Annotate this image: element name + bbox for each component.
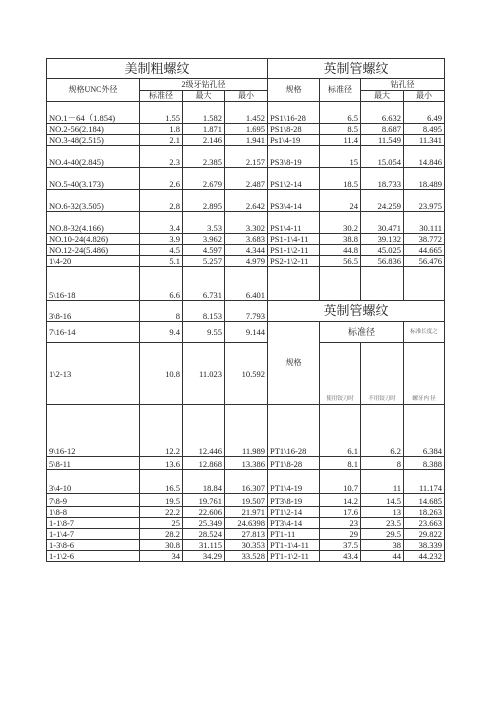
left-max-cell: 2.146 bbox=[183, 135, 225, 146]
rb-sub-minor: 螺牙内 径 bbox=[404, 343, 445, 405]
left-std-cell: 25 bbox=[140, 518, 183, 529]
empty-cell bbox=[320, 267, 361, 301]
rb-noreamer-cell: 11 bbox=[361, 470, 404, 494]
rt-std-cell: 8.5 bbox=[320, 124, 361, 135]
table-row bbox=[47, 212, 445, 234]
left-min-cell: 2.642 bbox=[225, 190, 268, 212]
left-spec-cell: NO.5-40(3.173) bbox=[47, 168, 140, 190]
table-row bbox=[47, 301, 445, 322]
rt-spec-cell: PS3\4-14 bbox=[268, 190, 320, 212]
left-drill-header: 2级牙钻孔径 bbox=[140, 79, 268, 91]
left-spec-cell: 1-1\4-7 bbox=[47, 529, 140, 540]
rt-min-cell: 18.489 bbox=[404, 168, 445, 190]
rt-std-cell: 6.5 bbox=[320, 102, 361, 124]
left-min-cell: 4.979 bbox=[225, 256, 268, 267]
rb-minor-cell: 6.384 bbox=[404, 405, 445, 457]
rt-spec-cell: PS1\4-11 bbox=[268, 212, 320, 234]
rt-min-cell: 38.772 bbox=[404, 234, 445, 245]
rb-minor-cell: 14.685 bbox=[404, 494, 445, 507]
left-std-cell: 2.1 bbox=[140, 135, 183, 146]
rb-spec-header: 规格 bbox=[268, 322, 320, 405]
rt-std-header: 标准径 bbox=[320, 79, 361, 102]
rb-minor-cell: 8.388 bbox=[404, 457, 445, 470]
left-min-cell: 27.813 bbox=[225, 529, 268, 540]
rb-sub-noreamer: 不用铰刀时 bbox=[361, 343, 404, 405]
rt-spec-cell: PS1\16-28 bbox=[268, 102, 320, 124]
table-row bbox=[47, 551, 445, 562]
rb-spec-cell: PT3\4-14 bbox=[268, 518, 320, 529]
rb-reamer-cell: 8.1 bbox=[320, 457, 361, 470]
left-max-cell: 1.871 bbox=[183, 124, 225, 135]
rt-spec-cell: PS1-1\4-11 bbox=[268, 234, 320, 245]
rt-spec-cell: PS1-1\2-11 bbox=[268, 245, 320, 256]
rt-std-cell: 44.8 bbox=[320, 245, 361, 256]
rt-max-cell: 6.632 bbox=[361, 102, 404, 124]
left-spec-cell: 7\8-9 bbox=[47, 494, 140, 507]
left-spec-cell: 3\4-10 bbox=[47, 470, 140, 494]
left-max-cell: 8.153 bbox=[183, 301, 225, 322]
rb-noreamer-cell: 23.5 bbox=[361, 518, 404, 529]
left-min-cell: 2.157 bbox=[225, 146, 268, 168]
left-min-cell: 2.487 bbox=[225, 168, 268, 190]
left-min-cell: 30.353 bbox=[225, 540, 268, 551]
rb-spec-cell: PT1\8-28 bbox=[268, 457, 320, 470]
rb-reamer-cell: 14.2 bbox=[320, 494, 361, 507]
left-spec-cell: 3\8-16 bbox=[47, 301, 140, 322]
rt-std-cell: 15 bbox=[320, 146, 361, 168]
rt-std-cell: 30.2 bbox=[320, 212, 361, 234]
rb-minor-cell: 38.339 bbox=[404, 540, 445, 551]
left-max-cell: 31.115 bbox=[183, 540, 225, 551]
left-min-cell: 3.302 bbox=[225, 212, 268, 234]
left-spec-cell: NO.8-32(4.166) bbox=[47, 212, 140, 234]
table-row bbox=[47, 470, 445, 494]
rb-noreamer-cell: 14.5 bbox=[361, 494, 404, 507]
left-std-cell: 13.6 bbox=[140, 457, 183, 470]
left-std-cell: 1.55 bbox=[140, 102, 183, 124]
left-min-cell: 9.144 bbox=[225, 322, 268, 343]
left-min-cell: 33.528 bbox=[225, 551, 268, 562]
left-max-cell: 12.868 bbox=[183, 457, 225, 470]
left-max-cell: 5.257 bbox=[183, 256, 225, 267]
left-min-cell: 11.989 bbox=[225, 405, 268, 457]
rt-max-cell: 45.025 bbox=[361, 245, 404, 256]
rt-std-cell: 18.5 bbox=[320, 168, 361, 190]
left-std-cell: 8 bbox=[140, 301, 183, 322]
rt-std-cell: 56.5 bbox=[320, 256, 361, 267]
left-max-cell: 25.349 bbox=[183, 518, 225, 529]
left-min-cell: 6.401 bbox=[225, 267, 268, 301]
table-row bbox=[47, 124, 445, 135]
rt-max-cell: 15.054 bbox=[361, 146, 404, 168]
left-spec-cell: NO.6-32(3.505) bbox=[47, 190, 140, 212]
rb-spec-cell: PT1-1\4-11 bbox=[268, 540, 320, 551]
rb-spec-cell: PT1\2-14 bbox=[268, 507, 320, 518]
left-std-cell: 19.5 bbox=[140, 494, 183, 507]
rt-std-cell: 38.8 bbox=[320, 234, 361, 245]
left-max-cell: 2.679 bbox=[183, 168, 225, 190]
left-std-cell: 30.8 bbox=[140, 540, 183, 551]
rb-noreamer-cell: 13 bbox=[361, 507, 404, 518]
rt-max-cell: 11.549 bbox=[361, 135, 404, 146]
table-row bbox=[47, 102, 445, 124]
table-row bbox=[47, 518, 445, 529]
left-min-cell: 7.793 bbox=[225, 301, 268, 322]
left-subheader: 最大 bbox=[183, 91, 225, 102]
left-subheader: 标准径 bbox=[140, 91, 183, 102]
left-min-cell: 3.683 bbox=[225, 234, 268, 245]
left-section-title: 美制粗螺纹 bbox=[47, 59, 268, 79]
left-spec-cell: 1\2-13 bbox=[47, 343, 140, 405]
rt-spec-cell: PS1\2-14 bbox=[268, 168, 320, 190]
left-max-cell: 4.597 bbox=[183, 245, 225, 256]
rt-min-cell: 11.341 bbox=[404, 135, 445, 146]
rb-noreamer-cell: 6.2 bbox=[361, 405, 404, 457]
left-std-cell: 4.5 bbox=[140, 245, 183, 256]
left-min-cell: 4.344 bbox=[225, 245, 268, 256]
table-body bbox=[47, 59, 445, 562]
rt-drill-header: 钻孔径 bbox=[361, 79, 445, 91]
table-row bbox=[47, 343, 445, 405]
rt-max-cell: 30.471 bbox=[361, 212, 404, 234]
rt-min-cell: 30.111 bbox=[404, 212, 445, 234]
rt-subheader: 最小 bbox=[404, 91, 445, 102]
left-max-cell: 3.962 bbox=[183, 234, 225, 245]
left-max-cell: 2.385 bbox=[183, 146, 225, 168]
rb-spec-cell: PT1-1\2-11 bbox=[268, 551, 320, 562]
right-bottom-section-title: 英制管螺纹 bbox=[268, 301, 445, 322]
left-spec-cell: NO.3-48(2.515) bbox=[47, 135, 140, 146]
left-max-cell: 3.53 bbox=[183, 212, 225, 234]
rb-minor-cell: 29.822 bbox=[404, 529, 445, 540]
rb-spec-cell: PT1\16-28 bbox=[268, 405, 320, 457]
empty-cell bbox=[361, 267, 404, 301]
left-spec-header: 规格UNC外径 bbox=[47, 79, 140, 102]
table-row bbox=[47, 267, 445, 301]
left-spec-cell: 1-1\8-7 bbox=[47, 518, 140, 529]
left-spec-cell: 1-3\8-6 bbox=[47, 540, 140, 551]
table-row bbox=[47, 540, 445, 551]
left-std-cell: 2.6 bbox=[140, 168, 183, 190]
rt-subheader: 最大 bbox=[361, 91, 404, 102]
rb-noreamer-cell: 38 bbox=[361, 540, 404, 551]
table-row bbox=[47, 494, 445, 507]
table-row bbox=[47, 405, 445, 457]
left-std-cell: 16.5 bbox=[140, 470, 183, 494]
left-max-cell: 9.55 bbox=[183, 322, 225, 343]
rb-minor-cell: 11.174 bbox=[404, 470, 445, 494]
rt-min-cell: 8.495 bbox=[404, 124, 445, 135]
left-std-cell: 34 bbox=[140, 551, 183, 562]
rb-noreamer-cell: 8 bbox=[361, 457, 404, 470]
right-top-section-title: 英制管螺纹 bbox=[268, 59, 445, 79]
left-std-cell: 5.1 bbox=[140, 256, 183, 267]
table-row bbox=[47, 234, 445, 245]
left-spec-cell: NO.4-40(2.845) bbox=[47, 146, 140, 168]
left-min-cell: 16.307 bbox=[225, 470, 268, 494]
rt-std-cell: 24 bbox=[320, 190, 361, 212]
rt-std-cell: 11.4 bbox=[320, 135, 361, 146]
rt-spec-cell: PS3\8-19 bbox=[268, 146, 320, 168]
left-std-cell: 6.6 bbox=[140, 267, 183, 301]
rb-reamer-cell: 6.1 bbox=[320, 405, 361, 457]
left-max-cell: 11.023 bbox=[183, 343, 225, 405]
left-spec-cell: NO.1－64（1.854) bbox=[47, 102, 140, 124]
left-max-cell: 2.895 bbox=[183, 190, 225, 212]
table-row bbox=[47, 507, 445, 518]
left-std-cell: 3.9 bbox=[140, 234, 183, 245]
left-min-cell: 10.592 bbox=[225, 343, 268, 405]
left-max-cell: 28.524 bbox=[183, 529, 225, 540]
rt-spec-cell: PS2-1\2-11 bbox=[268, 256, 320, 267]
table-row bbox=[47, 457, 445, 470]
left-spec-cell: NO.10-24(4.826) bbox=[47, 234, 140, 245]
rb-noreamer-cell: 44 bbox=[361, 551, 404, 562]
rt-max-cell: 24.259 bbox=[361, 190, 404, 212]
left-spec-cell: 1\8-8 bbox=[47, 507, 140, 518]
empty-cell bbox=[404, 267, 445, 301]
left-spec-cell: 7\16-14 bbox=[47, 322, 140, 343]
rb-noreamer-cell: 29.5 bbox=[361, 529, 404, 540]
table-row bbox=[47, 256, 445, 267]
left-min-cell: 19.507 bbox=[225, 494, 268, 507]
left-std-cell: 9.4 bbox=[140, 322, 183, 343]
left-spec-cell: 9\16-12 bbox=[47, 405, 140, 457]
rt-spec-header: 规格 bbox=[268, 79, 320, 102]
table-row bbox=[47, 135, 445, 146]
left-spec-cell: NO.2-56(2.184) bbox=[47, 124, 140, 135]
left-std-cell: 2.8 bbox=[140, 190, 183, 212]
table-row bbox=[47, 190, 445, 212]
rt-spec-cell: Ps1\4-19 bbox=[268, 135, 320, 146]
rt-min-cell: 14.846 bbox=[404, 146, 445, 168]
left-min-cell: 21.971 bbox=[225, 507, 268, 518]
thread-drill-table bbox=[46, 58, 445, 562]
left-spec-cell: 1-1\2-6 bbox=[47, 551, 140, 562]
left-spec-cell: 5\8-11 bbox=[47, 457, 140, 470]
rb-reamer-cell: 17.6 bbox=[320, 507, 361, 518]
left-max-cell: 19.761 bbox=[183, 494, 225, 507]
rb-reamer-cell: 43.4 bbox=[320, 551, 361, 562]
left-min-cell: 13.386 bbox=[225, 457, 268, 470]
rb-spec-cell: PT1\4-19 bbox=[268, 470, 320, 494]
left-std-cell: 12.2 bbox=[140, 405, 183, 457]
table-row bbox=[47, 79, 445, 91]
table-row bbox=[47, 59, 445, 79]
left-std-cell: 3.4 bbox=[140, 212, 183, 234]
rb-len-header: 标准长度之 bbox=[404, 322, 445, 343]
rb-sub-reamer: 使用铰刀时 bbox=[320, 343, 361, 405]
left-spec-cell: 1\4-20 bbox=[47, 256, 140, 267]
left-std-cell: 10.8 bbox=[140, 343, 183, 405]
table-row bbox=[47, 146, 445, 168]
rt-max-cell: 18.733 bbox=[361, 168, 404, 190]
rb-std-header: 标准径 bbox=[320, 322, 404, 343]
left-min-cell: 1.695 bbox=[225, 124, 268, 135]
rt-min-cell: 6.49 bbox=[404, 102, 445, 124]
left-min-cell: 24.6398 bbox=[225, 518, 268, 529]
left-max-cell: 22.606 bbox=[183, 507, 225, 518]
rt-max-cell: 8.687 bbox=[361, 124, 404, 135]
table-row bbox=[47, 245, 445, 256]
left-std-cell: 28.2 bbox=[140, 529, 183, 540]
left-std-cell: 22.2 bbox=[140, 507, 183, 518]
left-spec-cell: NO.12-24(5.486) bbox=[47, 245, 140, 256]
rb-minor-cell: 44.232 bbox=[404, 551, 445, 562]
rt-min-cell: 56.476 bbox=[404, 256, 445, 267]
rb-spec-cell: PT3\8-19 bbox=[268, 494, 320, 507]
table-row bbox=[47, 168, 445, 190]
empty-cell bbox=[268, 267, 320, 301]
rt-min-cell: 44.665 bbox=[404, 245, 445, 256]
left-std-cell: 2.3 bbox=[140, 146, 183, 168]
left-min-cell: 1.941 bbox=[225, 135, 268, 146]
left-spec-cell: 5\16-18 bbox=[47, 267, 140, 301]
rt-spec-cell: PS1\8-28 bbox=[268, 124, 320, 135]
rb-spec-cell: PT1-11 bbox=[268, 529, 320, 540]
left-max-cell: 34.29 bbox=[183, 551, 225, 562]
table-row bbox=[47, 322, 445, 343]
rb-minor-cell: 23.663 bbox=[404, 518, 445, 529]
rb-reamer-cell: 23 bbox=[320, 518, 361, 529]
rt-min-cell: 23.975 bbox=[404, 190, 445, 212]
rb-minor-cell: 18.263 bbox=[404, 507, 445, 518]
left-min-cell: 1.452 bbox=[225, 102, 268, 124]
left-max-cell: 6.731 bbox=[183, 267, 225, 301]
left-subheader: 最小 bbox=[225, 91, 268, 102]
rt-max-cell: 56.836 bbox=[361, 256, 404, 267]
left-max-cell: 18.84 bbox=[183, 470, 225, 494]
left-std-cell: 1.8 bbox=[140, 124, 183, 135]
left-max-cell: 12.446 bbox=[183, 405, 225, 457]
rt-max-cell: 39.132 bbox=[361, 234, 404, 245]
left-max-cell: 1.582 bbox=[183, 102, 225, 124]
rb-reamer-cell: 37.5 bbox=[320, 540, 361, 551]
rb-reamer-cell: 10.7 bbox=[320, 470, 361, 494]
rb-reamer-cell: 29 bbox=[320, 529, 361, 540]
table-row bbox=[47, 529, 445, 540]
